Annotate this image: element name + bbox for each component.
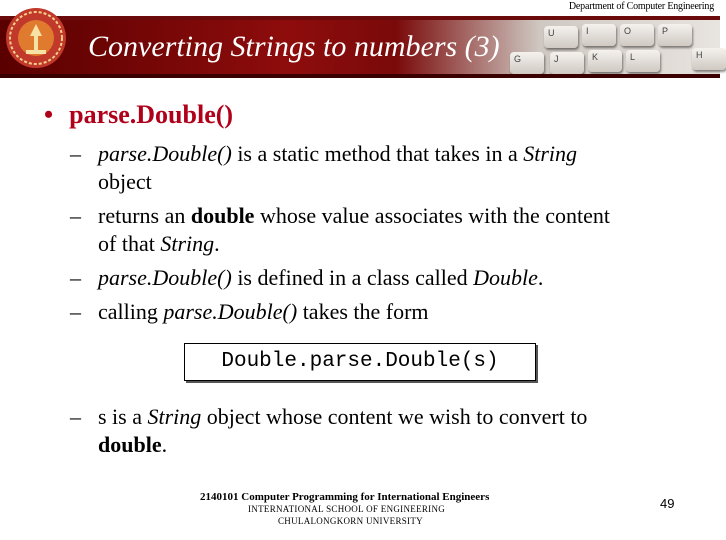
keyboard-key: G [510,52,544,74]
dash-marker: – [70,404,81,429]
sub-bullet-5 [70,403,678,459]
main-bullet-text: parse.Double() [69,100,234,129]
sub-bullet-segment: . [161,432,168,457]
sub-bullet-segment: double [190,203,255,228]
sub-bullet-continuation [98,168,678,196]
sub-bullet-2 [70,202,678,258]
keyboard-image [514,20,720,74]
sub-bullet-segment: is a static method that takes in a [231,141,524,166]
footer [200,491,530,527]
keyboard-key: L [626,50,660,72]
footer-school: INTERNATIONAL SCHOOL OF ENGINEERING [248,504,446,514]
sub-bullet-3 [70,264,678,292]
sub-bullet-continuation [98,230,678,258]
code-example-box: Double.parse.Double(s) [184,343,536,381]
sub-bullet-4 [70,298,678,326]
sub-bullet-line [98,202,678,230]
sub-bullet-segment: parse.Double() [98,265,232,290]
sub-bullet-segment: . [537,265,544,290]
sub-bullet-segment: returns an [98,203,191,228]
sub-bullet-segment: double [98,432,162,457]
sub-bullet-segment: String [523,141,578,166]
sub-bullet-line [98,264,678,292]
dash-marker: – [70,203,81,228]
sub-bullet-segment: . [214,231,220,256]
university-seal-icon [4,0,74,70]
sub-bullet-1 [70,140,678,196]
sub-bullet-segment: of that [98,231,161,256]
sub-bullet-line [98,140,678,168]
department-label: Department of Computer Engineering [568,1,714,12]
keyboard-key: P [658,24,692,46]
sub-bullet-segment: parse.Double() [163,299,298,324]
footer-course: 2140101 Computer Programming for International Engineers [200,491,490,503]
header-bottom-strip [0,74,720,78]
sub-bullet-segment: s is a [98,404,148,429]
main-bullet [44,100,233,130]
sub-bullet-segment: calling [98,299,164,324]
sub-bullet-line [98,298,678,326]
sub-bullet-segment: Double [473,265,538,290]
sub-bullet-segment: object [98,169,152,194]
dash-marker: – [70,141,81,166]
keyboard-key: H [692,48,726,70]
page-number: 49 [660,496,675,511]
sub-bullet-segment: parse.Double() [98,141,232,166]
sub-bullet-segment: whose value associates with the content [254,203,611,228]
dash-marker: – [70,265,81,290]
slide-header [0,0,720,88]
keyboard-key: K [588,50,622,72]
keyboard-key: O [620,24,654,46]
keyboard-key: J [550,52,584,74]
sub-bullet-segment: object whose content we wish to convert to [201,404,588,429]
sub-bullet-segment: String [147,404,202,429]
footer-university: CHULALONGKORN UNIVERSITY [278,516,423,526]
sub-bullet-segment: String [160,231,215,256]
bullet-dot: • [44,100,54,129]
sub-bullet-continuation [98,431,678,459]
sub-bullet-line [98,403,678,431]
sub-bullet-segment: is defined in a class called [231,265,474,290]
keyboard-key: I [582,24,616,46]
slide-title: Converting Strings to numbers (3) [88,30,500,63]
dash-marker: – [70,299,81,324]
sub-bullet-segment: takes the form [297,299,429,324]
keyboard-key: U [544,26,578,48]
